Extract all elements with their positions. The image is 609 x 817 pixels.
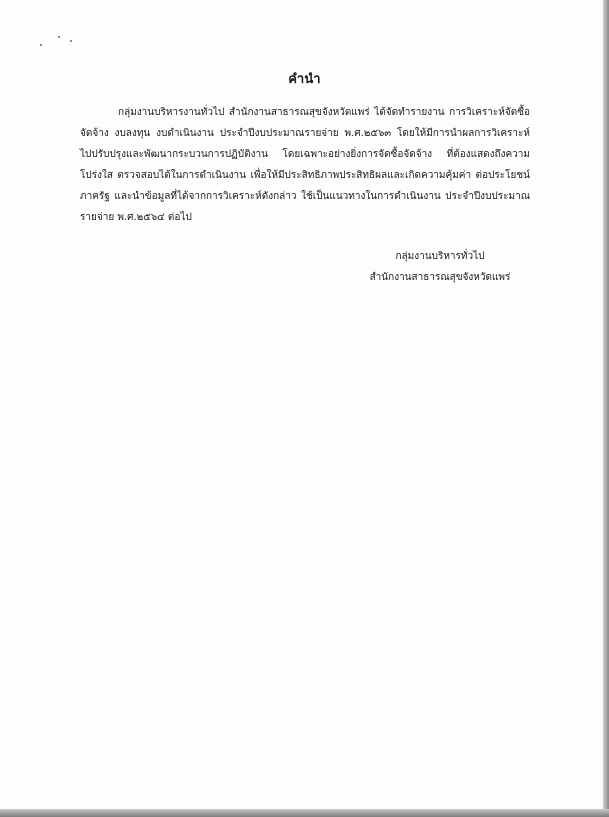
document-title: คำนำ — [288, 72, 321, 87]
signature-block — [340, 246, 540, 288]
scan-edge-bottom — [0, 809, 609, 817]
scan-edge-right — [603, 0, 609, 817]
signature-office: สำนักงานสาธารณสุขจังหวัดแพร่ — [369, 272, 511, 283]
scan-speck — [40, 44, 42, 46]
preface-paragraph: กลุ่มงานบริหารงานทั่วไป สำนักงานสาธารณสุขจังหวัดแพร่ ได้จัดทำรายงาน การวิเคราะห์จัดซื้อจัดจ้าง งบลงทุน งบดำเนินงาน ประจำปีงบประมาณรายจ่าย พ.ศ.๒๕๖๓ โดยให้มีการนำผลการวิเคราะห์ ไปปรับปรุงและพัฒนากระบวนการปฏิบัติงาน โดยเฉพาะอย่างยิ่งการจัดซื้อจัดจ้าง ที่ต้องแสดงถึงความโปร่งใส ตรวจสอบได้ในการดำเนินงาน เพื่อให้มีประสิทธิภาพประสิทธิผลและเกิดความคุ้มค่า ต่อประโยชน์ภาครัฐ และนำข้อมูลที่ได้จากการวิเคราะห์ดังกล่าว ใช้เป็นแนวทางในการดำเนินงาน ประจำปีงบประมาณรายจ่าย พ.ศ.๒๕๖๔ ต่อไป — [80, 107, 530, 223]
signature-department: กลุ่มงานบริหารทั่วไป — [395, 251, 485, 262]
scan-speck — [58, 36, 60, 38]
scan-speck — [70, 40, 72, 42]
